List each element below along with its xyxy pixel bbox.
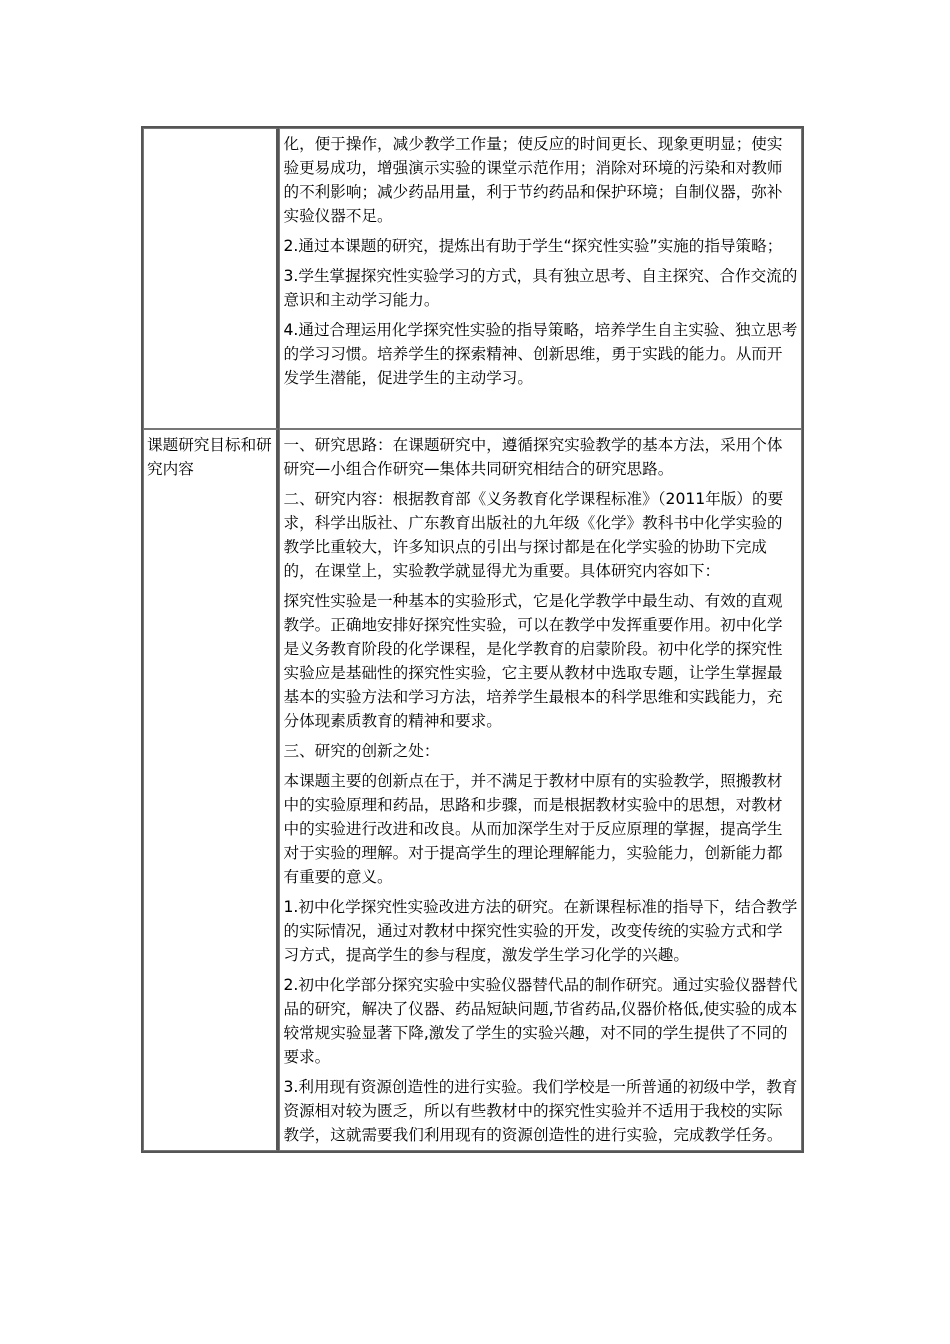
content-paragraph: 本课题主要的创新点在于，并不满足于教材中原有的实验教学，照搬教材中的实验原理和药品，思路和步骤，而是根据教材实验中的思想，对教材中的实验进行改进和改良。从而加深学生对于反应原理的掌握，提高学生对于实验的理解。对于提高学生的理论理解能力，实验能力，创新能力都有重要的意义。	[283, 772, 783, 886]
content-paragraph: 化，便于操作，减少教学工作量；使反应的时间更长、现象更明显；使实验更易成功，增强演示实验的课堂示范作用；消除对环境的污染和对教师的不利影响；减少药品用量，利于节约药品和保护环境；自制仪器，弥补实验仪器不足。	[283, 135, 783, 225]
row-content-cell	[279, 429, 802, 1151]
row-content-cell	[279, 128, 802, 429]
content-paragraph: 一、研究思路：在课题研究中，遵循探究实验教学的基本方法，采用个体研究—小组合作研究—集体共同研究相结合的研究思路。	[283, 436, 783, 478]
content-paragraph: 2.初中化学部分探究实验中实验仪器替代品的制作研究。通过实验仪器替代品的研究，解决了仪器、药品短缺问题,节省药品,仪器价格低,使实验的成本较常规实验显著下降,激发了学生的实验兴趣，对不同的学生提供了不同的要求。	[283, 976, 798, 1066]
content-paragraph: 探究性实验是一种基本的实验形式，它是化学教学中最生动、有效的直观教学。正确地安排好探究性实验，可以在教学中发挥重要作用。初中化学是义务教育阶段的化学课程，是化学教育的启蒙阶段。初中化学的探究性实验应是基础性的探究性实验，它主要从教材中选取专题，让学生掌握最基本的实验方法和学习方法，培养学生最根本的科学思维和实践能力，充分体现素质教育的精神和要求。	[283, 592, 783, 730]
document-table	[141, 126, 804, 1153]
content-paragraph: 2.通过本课题的研究，提炼出有助于学生“探究性实验”实施的指导策略；	[283, 237, 783, 255]
content-paragraph: 三、研究的创新之处：	[283, 742, 440, 760]
table-row	[143, 128, 802, 429]
content-paragraph: 3.学生掌握探究性实验学习的方式，具有独立思考、自主探究、合作交流的意识和主动学习能力。	[283, 267, 798, 309]
content-paragraph: 二、研究内容：根据教育部《义务教育化学课程标准》（2011年版）的要求，科学出版社、广东教育出版社的九年级《化学》教科书中化学实验的教学比重较大，许多知识点的引出与探讨都是在化学实验的协助下完成的，在课堂上，实验教学就显得尤为重要。具体研究内容如下：	[283, 490, 784, 580]
content-paragraph: 1.初中化学探究性实验改进方法的研究。在新课程标准的指导下，结合教学的实际情况，通过对教材中探究性实验的开发，改变传统的实验方式和学习方式，提高学生的参与程度，激发学生学习化学的兴趣。	[283, 898, 798, 964]
content-paragraph: 3.利用现有资源创造性的进行实验。我们学校是一所普通的初级中学，教育资源相对较为匮乏，所以有些教材中的探究性实验并不适用于我校的实际教学，这就需要我们利用现有的资源创造性的进行实验，完成教学任务。	[283, 1078, 798, 1144]
row-label-cell: 课题研究目标和研究内容	[143, 429, 279, 1151]
table-row	[143, 429, 802, 1151]
row-label-cell	[143, 128, 279, 429]
content-paragraph: 4.通过合理运用化学探究性实验的指导策略，培养学生自主实验、独立思考的学习习惯。培养学生的探索精神、创新思维，勇于实践的能力。从而开发学生潜能，促进学生的主动学习。	[283, 321, 798, 387]
